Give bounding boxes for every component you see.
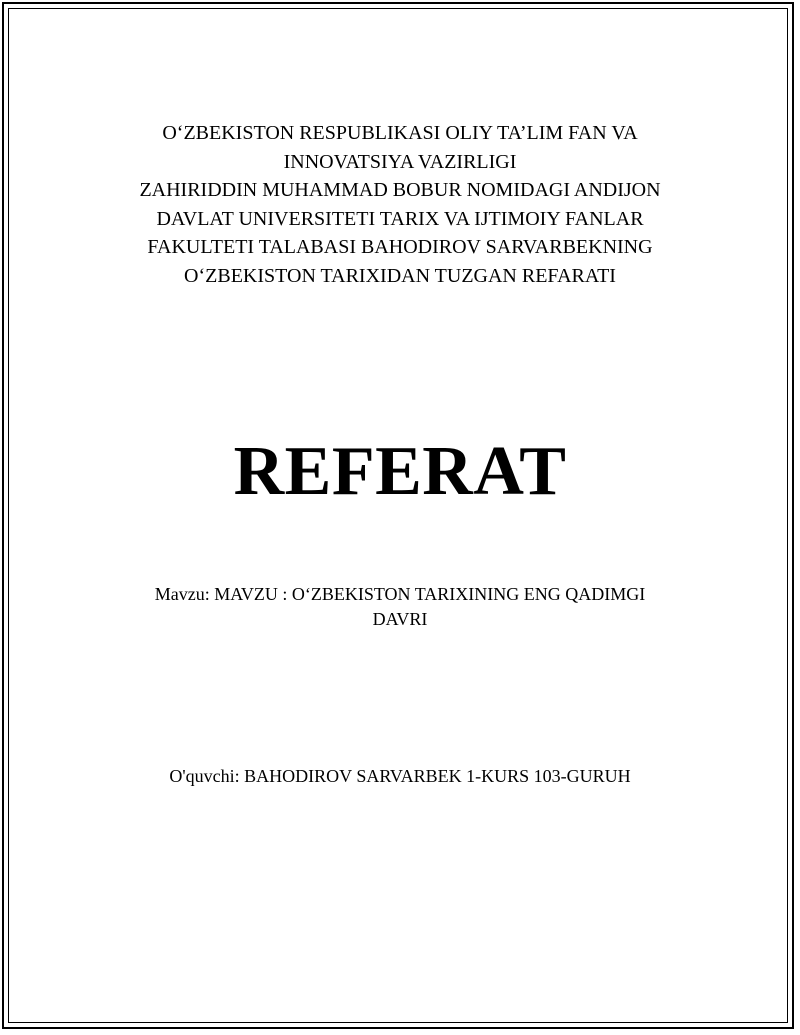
topic-block [0,582,800,632]
topic-line: DAVRI [372,609,428,629]
header-line: DAVLAT UNIVERSITETI TARIX VA IJTIMOIY FANLAR [156,207,644,230]
header-line: INNOVATSIYA VAZIRLIGI [283,150,517,173]
header-line: FAKULTETI TALABASI BAHODIROV SARVARBEKNING [147,236,653,258]
header-line: O‘ZBEKISTON TARIXIDAN TUZGAN REFARATI [184,264,616,287]
header-line: ZAHIRIDDIN MUHAMMAD BOBUR NOMIDAGI ANDIJON [139,179,661,201]
institution-header [0,119,800,290]
student-info: O'quvchi: BAHODIROV SARVARBEK 1-KURS 103-GURUH [169,766,631,786]
document-title: REFERAT [233,433,567,510]
header-line: O‘ZBEKISTON RESPUBLIKASI OLIY TA’LIM FAN VA [162,122,638,144]
topic-line: Mavzu: MAVZU : O‘ZBEKISTON TARIXINING ENG QADIMGI [154,584,646,604]
